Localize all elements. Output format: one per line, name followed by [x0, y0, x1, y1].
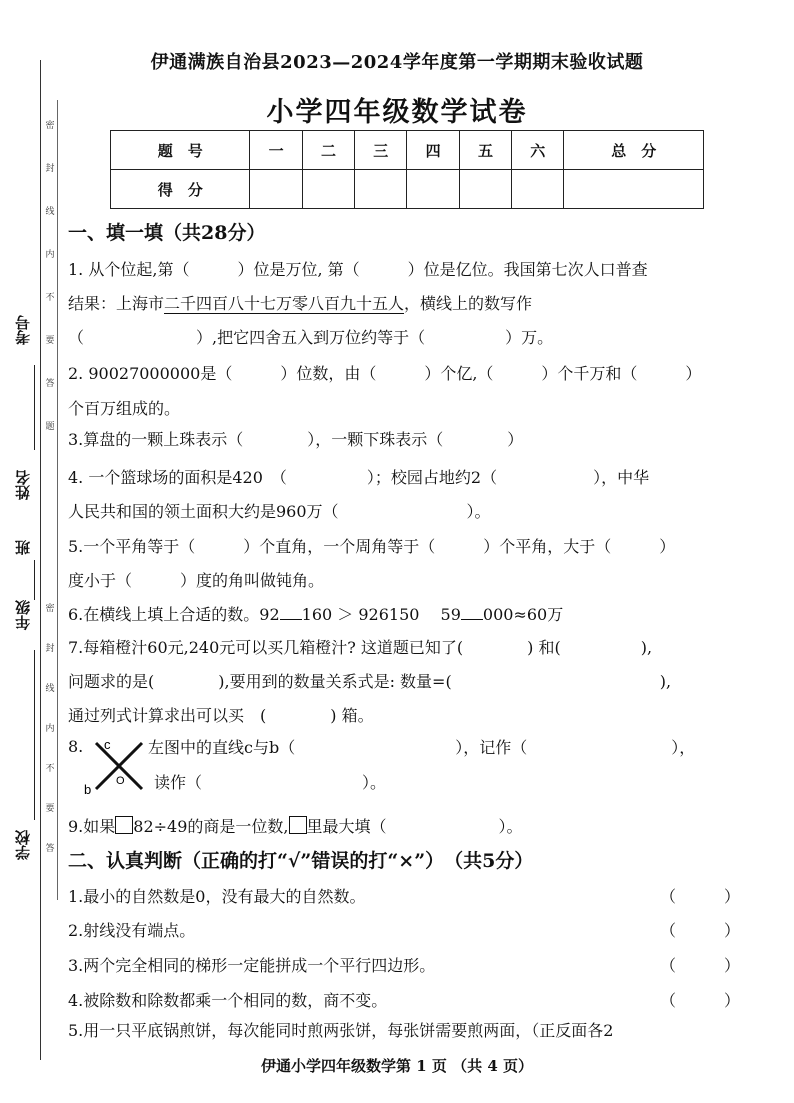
intersecting-lines-figure	[84, 737, 146, 797]
q1-suffix: ，横线上的数写作	[404, 294, 533, 313]
judge-item-4: 4.被除数和除数都乘一个相同的数，商不变。	[68, 991, 388, 1010]
judge-item-5: 5.用一只平底锅煎饼，每次能同时煎两张饼，每张饼需要煎两面，（正反面各2	[68, 1021, 614, 1040]
q7-line1: 7.每箱橙汁60元,240元可以买几箱橙汁? 这道题已知了( ) 和( ),	[68, 638, 653, 657]
q9-prefix: 9.如果	[68, 817, 116, 836]
label-class: 班	[14, 540, 32, 555]
line-class	[34, 560, 35, 600]
judge-item-3: 3.两个完全相同的梯形一定能拼成一个平行四边形。	[68, 956, 436, 975]
score-header-cell: 五	[459, 131, 511, 170]
line-grade	[34, 650, 35, 820]
score-cell[interactable]	[302, 170, 354, 209]
q2-line2: 个百万组成的。	[68, 399, 181, 418]
seal-char: 内	[45, 724, 55, 734]
score-cell[interactable]	[250, 170, 302, 209]
q9-middle: 82÷49的商是一位数,	[133, 817, 289, 836]
score-header-cell: 六	[512, 131, 564, 170]
q9	[68, 814, 523, 837]
score-cell[interactable]	[407, 170, 459, 209]
seal-char: 封	[45, 164, 55, 174]
label-b: b	[84, 782, 92, 797]
judge-item-2: 2.射线没有端点。	[68, 921, 196, 940]
q1-prefix: 结果：上海市	[68, 294, 165, 313]
score-table-header-row	[111, 131, 704, 170]
seal-char: 线	[45, 207, 55, 217]
seal-char: 答	[45, 379, 55, 389]
q6-suffix: 000≈60万	[482, 605, 564, 624]
seal-char: 答	[45, 844, 55, 854]
seal-char: 线	[45, 684, 55, 694]
seal-char: 不	[45, 293, 55, 303]
q6-blank-2[interactable]	[461, 605, 483, 620]
label-grade: 年级	[14, 600, 32, 630]
seal-char: 要	[45, 804, 55, 814]
score-header-cell: 一	[250, 131, 302, 170]
section1-heading: 一、填一填（共28分）	[68, 222, 266, 244]
line-exam-number	[34, 365, 35, 450]
seal-char: 不	[45, 764, 55, 774]
judge-answer-4[interactable]: （ ）	[660, 991, 741, 1010]
q8-line1: 左图中的直线c与b（ ），记作（ ），	[148, 738, 696, 757]
judge-answer-3[interactable]: （ ）	[660, 956, 741, 975]
score-table	[110, 130, 704, 209]
q5-line1: 5.一个平角等于（ ）个直角，一个周角等于（ ）个平角，大于（ ）	[68, 537, 676, 556]
q1-line1: 1. 从个位起,第（ ）位是万位, 第（ ）位是亿位。我国第七次人口普查	[68, 260, 648, 279]
label-name: 姓名	[14, 470, 32, 500]
judge-answer-1[interactable]: （ ）	[660, 887, 741, 906]
score-header-cell: 总 分	[564, 131, 704, 170]
section2-heading: 二、认真判断（正确的打“√”错误的打“×”） （共5分）	[68, 850, 534, 872]
q1-line2	[68, 291, 532, 314]
seal-char: 内	[45, 250, 55, 260]
binding-line-inner	[57, 100, 58, 900]
q1-line3: （ ）,把它四舍五入到万位约等于（ ）万。	[68, 328, 554, 347]
score-cell[interactable]	[355, 170, 407, 209]
score-header-cell: 四	[407, 131, 459, 170]
score-cell[interactable]	[459, 170, 511, 209]
q4-line1: 4. 一个篮球场的面积是420 （ ）；校园占地约2（ ），中华	[68, 468, 650, 487]
score-table-score-row	[111, 170, 704, 209]
seal-char: 题	[45, 422, 55, 432]
score-row-label: 得 分	[111, 170, 250, 209]
score-cell[interactable]	[564, 170, 704, 209]
judge-item-1: 1.最小的自然数是0，没有最大的自然数。	[68, 887, 366, 906]
q9-suffix: 里最大填（ ）。	[306, 817, 523, 836]
label-c: c	[104, 737, 111, 752]
q8-line2: 读作（ ）。	[154, 773, 387, 792]
q7-line2: 问题求的是( ),要用到的数量关系式是: 数量=( ),	[68, 672, 672, 691]
blank-box-2[interactable]	[289, 816, 307, 834]
label-o: O	[116, 775, 125, 787]
q2-line1: 2. 90027000000是（ ）位数，由（ ）个亿,（ ）个千万和（ ）	[68, 364, 702, 383]
q6-blank-1[interactable]	[280, 605, 302, 620]
seal-char: 密	[45, 604, 55, 614]
score-cell[interactable]	[512, 170, 564, 209]
q8-number: 8.	[68, 737, 84, 756]
q6-middle: 160 ＞ 926150 59	[301, 605, 461, 624]
binding-line	[40, 60, 41, 1060]
q6-prefix: 6.在横线上填上合适的数。92	[68, 605, 280, 624]
seal-char: 封	[45, 644, 55, 654]
score-header-cell: 三	[355, 131, 407, 170]
page-footer: 伊通小学四年级数学第 1 页 （共 4 页）	[261, 1057, 533, 1075]
q3: 3.算盘的一颗上珠表示（ ），一颗下珠表示（ ）	[68, 430, 524, 449]
q6	[68, 602, 563, 625]
score-header-cell: 题 号	[111, 131, 250, 170]
score-header-cell: 二	[302, 131, 354, 170]
label-school: 学校	[14, 830, 32, 860]
q5-line2: 度小于（ ）度的角叫做钝角。	[68, 571, 325, 590]
q1-underlined-number: 二千四百八十七万零八百九十五人	[164, 294, 405, 313]
label-exam-number: 考号	[14, 315, 32, 345]
seal-char: 密	[45, 121, 55, 131]
blank-box-1[interactable]	[115, 816, 133, 834]
judge-answer-2[interactable]: （ ）	[660, 921, 741, 940]
seal-char: 要	[45, 336, 55, 346]
exam-subtitle: 小学四年级数学试卷	[266, 97, 528, 128]
q7-line3: 通过列式计算求出可以买 ( ) 箱。	[68, 706, 374, 725]
exam-title: 伊通满族自治县2023—2024学年度第一学期期末验收试题	[150, 52, 644, 73]
q4-line2: 人民共和国的领土面积大约是960万（ ）。	[68, 502, 491, 521]
